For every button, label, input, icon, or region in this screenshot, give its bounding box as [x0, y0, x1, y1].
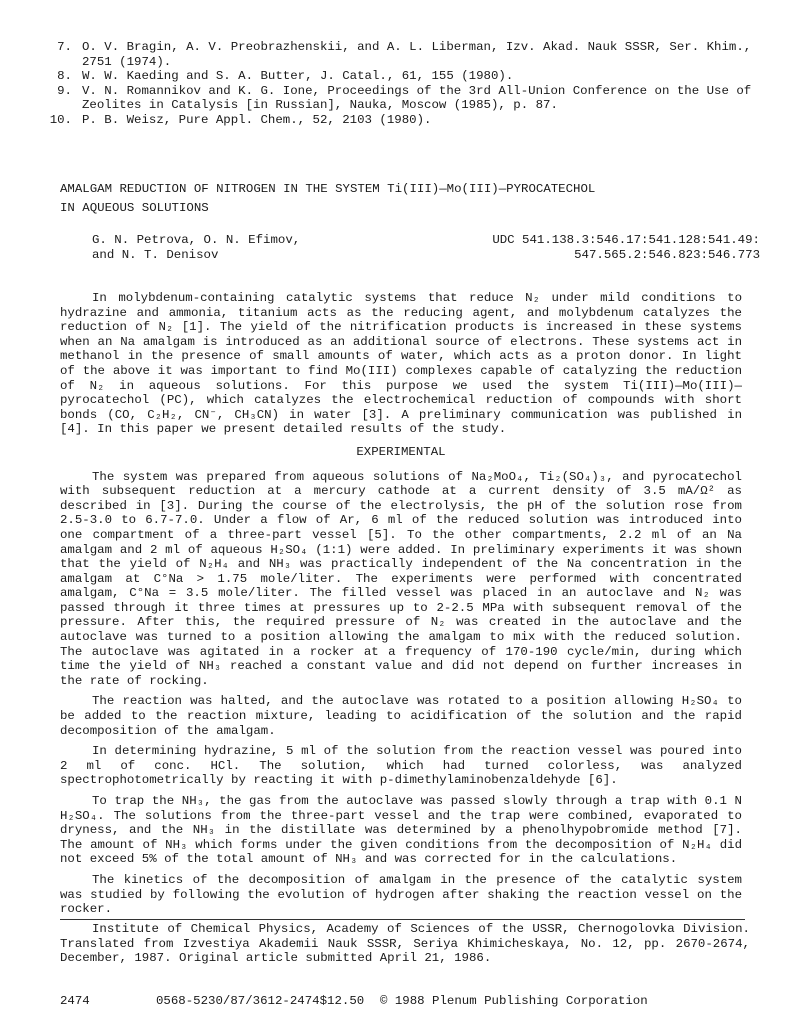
author-line: and N. T. Denisov [92, 248, 219, 262]
affiliation-note: Institute of Chemical Physics, Academy of Sciences of the USSR, Chernogolovka Division. Translated from Izvestiya Akademii Nauk SSSR, Seriya Khimicheskaya, No. 12, pp. 2670-2674, December, 1987. Original article submitted April 21, 1986. [60, 922, 750, 966]
title-line: IN AQUEOUS SOLUTIONS [60, 201, 209, 215]
reference-number: 10. [49, 112, 72, 127]
body-paragraph: To trap the NH₃, the gas from the autoclave was passed slowly through a trap with 0.1 N H₂SO₄. The solutions from the three-part vessel and the trap were combined, evaporated to dryness, and the NH₃ in the distillate was determined by a phenolhypobromide method [7]. The amount of NH₃ which forms under the given conditions from the decomposition of N₂H₄ did not exceed 5% of the total amount of NH₃ and was corrected for in the calculations. [60, 794, 742, 867]
reference-item [36, 84, 766, 113]
reference-text: V. N. Romannikov and K. G. Ione, Proceedings of the 3rd All-Union Conference on the Use of Zeolites in Catalysis [in Russian], Nauka, Moscow (1985), p. 87. [82, 83, 752, 113]
reference-number: 8. [57, 69, 72, 84]
udc-line: UDC 541.138.3:546.17:541.128:541.49: [492, 233, 760, 247]
intro-paragraph: In molybdenum-containing catalytic systems that reduce N₂ under mild conditions to hydrazine and ammonia, titanium acts as the reducing agent, and molybdenum catalyzes the reduction of N₂ [1]. The yield of the nitrification products is increased in these systems when an Na amalgam is introduced as an additional source of electrons. These systems act in methanol in the presence of small amounts of water, which acts as a proton donor. In light of the above it was important to find Mo(III) complexes capable of catalyzing the reduction of N₂ in aqueous solutions. For this purpose we used the system Ti(III)—Mo(III)—pyrocatechol (PC), which catalyzes the electrochemical reduction of compounds with short bonds (CO, C₂H₂, CN⁻, CH₃CN) in water [3]. A preliminary communication was published in [4]. In this paper we present detailed results of the study. [60, 291, 742, 437]
copyright-notice: © 1988 Plenum Publishing Corporation [380, 994, 648, 1008]
title-line: AMALGAM REDUCTION OF NITROGEN IN THE SYSTEM Ti(III)—Mo(III)—PYROCATECHOL [60, 182, 596, 196]
udc-line: 547.565.2:546.823:546.773 [574, 248, 760, 262]
reference-text: W. W. Kaeding and S. A. Butter, J. Catal., 61, 155 (1980). [82, 69, 514, 84]
body-paragraph: In determining hydrazine, 5 ml of the solution from the reaction vessel was poured into 2 ml of conc. HCl. The solution, which had turned colorless, was analyzed spectrophotometrically by reacting it with p-dimethylaminobenzaldehyde [6]. [60, 744, 742, 788]
author-list [92, 233, 392, 263]
reference-item [36, 40, 766, 69]
reference-text: P. B. Weisz, Pure Appl. Chem., 52, 2103 (1980). [82, 112, 432, 127]
article-title [60, 180, 780, 218]
body-paragraph: The kinetics of the decomposition of amalgam in the presence of the catalytic system was studied by following the evolution of hydrogen after shaking the reaction vessel on the rocker. [60, 872, 742, 917]
page-number: 2474 [60, 994, 90, 1008]
article-body [60, 291, 742, 923]
reference-number: 9. [57, 83, 72, 98]
reference-number: 7. [57, 40, 72, 54]
reference-item [36, 113, 766, 128]
reference-text: O. V. Bragin, A. V. Preobrazhenskii, and A. L. Liberman, Izv. Akad. Nauk SSSR, Ser. Khim., 2751 (1974). [82, 40, 752, 69]
footnote [60, 922, 750, 966]
body-paragraph: The reaction was halted, and the autoclave was rotated to a position allowing H₂SO₄ to be added to the reaction mixture, leading to acidification of the solution and the rapid decomposition of the amalgam. [60, 694, 742, 738]
section-heading: EXPERIMENTAL [356, 444, 446, 459]
udc-classification [460, 233, 760, 263]
footnote-divider [60, 919, 745, 920]
author-line: G. N. Petrova, O. N. Efimov, [92, 233, 301, 247]
article-code: 0568-5230/87/3612-2474$12.50 [156, 994, 365, 1008]
page-footer [60, 994, 760, 1009]
reference-list [36, 40, 766, 128]
body-paragraph: The system was prepared from aqueous solutions of Na₂MoO₄, Ti₂(SO₄)₃, and pyrocatechol with subsequent reduction at a mercury cathode at a current density of 3.5 mA/Ω² as described in [3]. During the course of the electrolysis, the pH of the solution rose from 2.5-3.0 to 6.7-7.0. Under a flow of Ar, 6 ml of the reduced solution was introduced into one compartment of a three-part vessel [5]. To the other compartments, 2.2 ml of an Na amalgam and 2 ml of aqueous H₂SO₄ (1:1) were added. In preliminary experiments it was shown that the yield of N₂H₄ and NH₃ was practically independent of the Na concentration in the amalgam at C°Na > 1.75 mole/liter. The experiments were performed with concentrated amalgam, C°Na = 3.5 mole/liter. The filled vessel was placed in an autoclave and N₂ was passed through it three times at pressures up to 2-2.5 MPa with subsequent removal of the pressure. After this, the required pressure of N₂ was created in the autoclave and the autoclave was turned to a position allowing the amalgam to mix with the reduced solution. The autoclave was agitated in a rocker at a frequency of 170-190 cycle/min, during which time the yield of NH₃ reached a constant value and did not depend on further increases in the rate of rocking. [60, 469, 742, 688]
reference-item [36, 69, 766, 84]
